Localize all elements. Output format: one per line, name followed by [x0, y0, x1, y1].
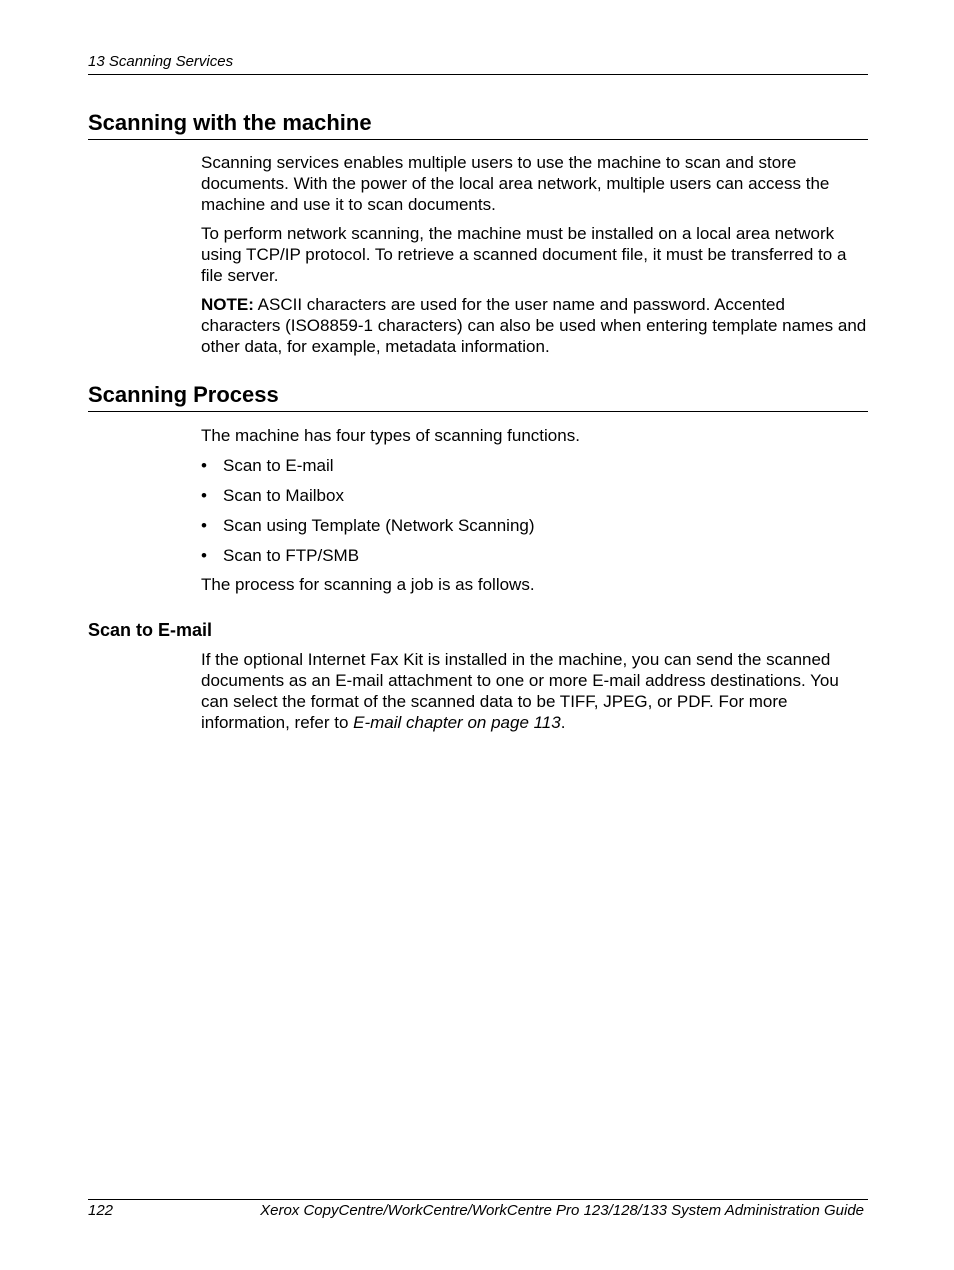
heading-divider [88, 411, 868, 412]
list-item [201, 515, 868, 536]
note-paragraph [201, 294, 868, 357]
list-item-label: Scan using Template (Network Scanning) [223, 516, 535, 535]
bullet-icon: • [201, 486, 207, 505]
list-item [201, 485, 868, 506]
note-text: ASCII characters are used for the user name and password. Accented characters (ISO8859-1 characters) can also be used when entering template names and other data, for example, metadata information. [201, 295, 867, 356]
scanning-functions-list [201, 455, 868, 566]
list-item [201, 455, 868, 476]
heading-divider [88, 139, 868, 140]
bullet-icon: • [201, 516, 207, 535]
footer-divider [88, 1199, 868, 1200]
bullet-icon: • [201, 456, 207, 475]
bullet-icon: • [201, 546, 207, 565]
paragraph-end: . [560, 713, 566, 732]
paragraph: The process for scanning a job is as follows. [201, 575, 535, 594]
running-header: 13 Scanning Services [88, 53, 234, 70]
list-item-label: Scan to E-mail [223, 456, 334, 475]
header-divider [88, 74, 868, 75]
heading-scanning-with-the-machine: Scanning with the machine [88, 110, 372, 135]
list-item-label: Scan to FTP/SMB [223, 546, 360, 565]
guide-title: Xerox CopyCentre/WorkCentre/WorkCentre Pro 123/128/133 System Administration Guide [260, 1202, 864, 1219]
section-body-scanning-process [201, 425, 868, 595]
page-number: 122 [88, 1202, 114, 1219]
heading-scan-to-e-mail: Scan to E-mail [88, 620, 213, 640]
list-item [201, 545, 868, 566]
paragraph-text: If the optional Internet Fax Kit is installed in the machine, you can send the scanned documents as an E-mail attachment to one or more E-mail address destinations. You can select the format of the scanned data to be TIFF, JPEG, or PDF. For more information, refer to [201, 650, 839, 732]
paragraph [201, 649, 868, 733]
heading-scanning-process: Scanning Process [88, 382, 279, 407]
note-label: NOTE: [201, 295, 254, 314]
list-item-label: Scan to Mailbox [223, 486, 344, 505]
section-body-scan-to-e-mail [201, 649, 868, 733]
cross-reference-link[interactable]: E-mail chapter on page 113 [353, 713, 561, 732]
paragraph: To perform network scanning, the machine must be installed on a local area network using TCP/IP protocol. To retrieve a scanned document file, it must be transferred to a file server. [201, 224, 847, 285]
section-body-scanning-with-the-machine [201, 152, 868, 357]
paragraph: The machine has four types of scanning functions. [201, 426, 580, 445]
paragraph: Scanning services enables multiple users to use the machine to scan and store documents. With the power of the local area network, multiple users can access the machine and use it to scan documents. [201, 153, 830, 214]
